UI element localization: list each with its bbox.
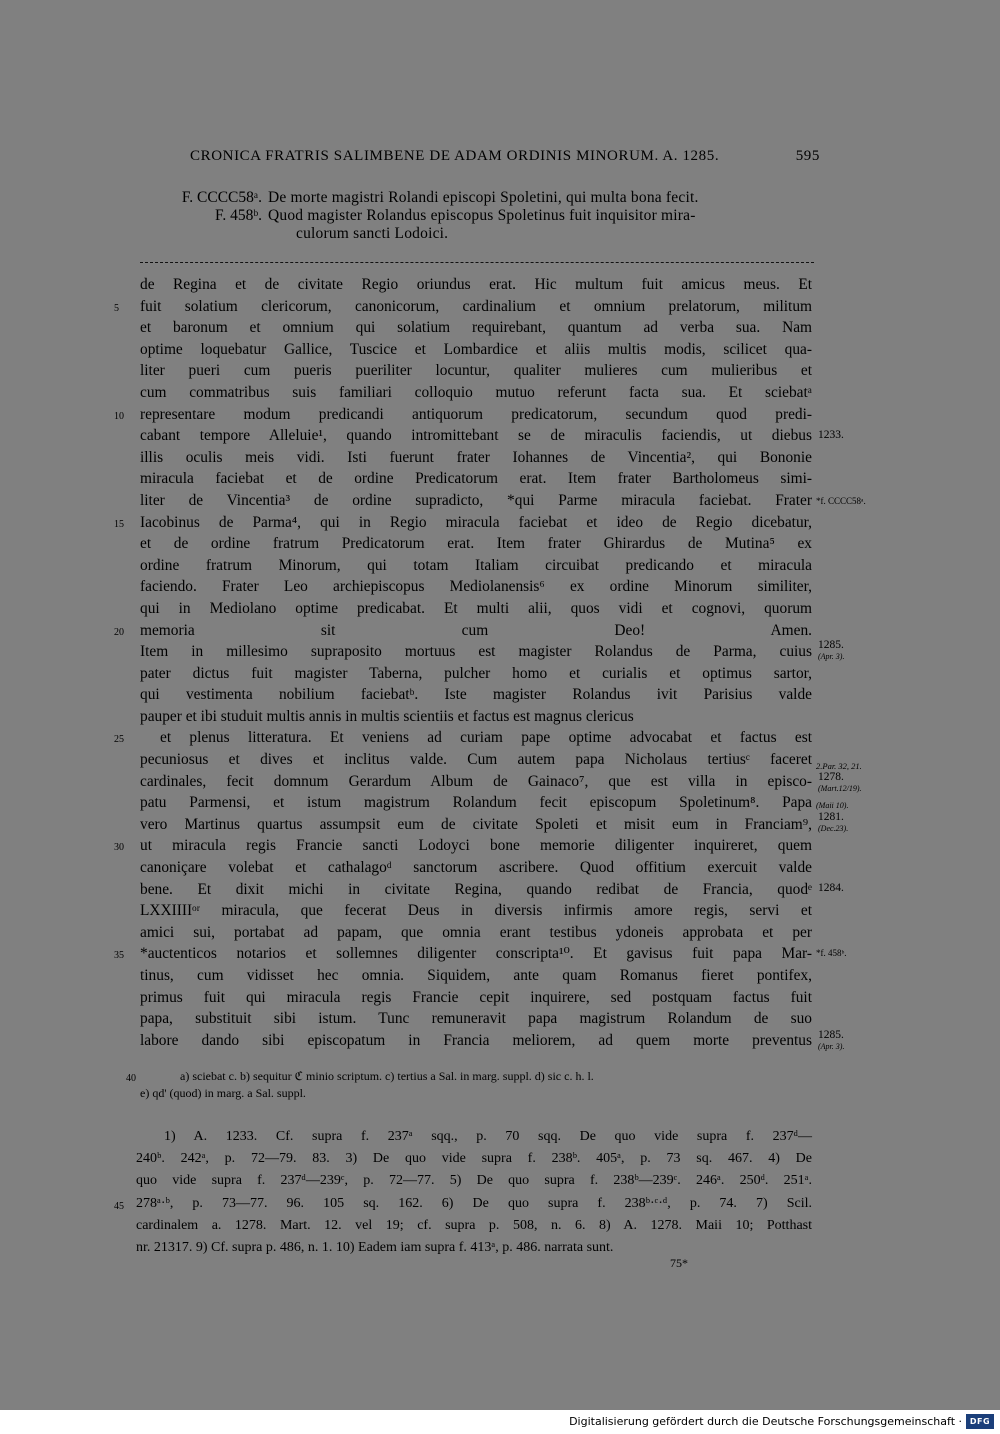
text-line-content: pauper et ibi studuit multis annis in multis scientiis et factus est magnus clericus [140, 707, 634, 725]
text-line-content: vero Martinus quartus assumpsit eum de civitate Spoleti et misit eum in Franciam⁹, [140, 815, 812, 833]
dfg-logo-icon: DFG [966, 1414, 994, 1429]
main-text [114, 274, 812, 1051]
text-line [140, 490, 812, 512]
line-number: 35 [114, 950, 124, 962]
text-line-content: illis oculis meis vidi. Isti fuerunt frater Iohannes de Vincentia², qui Bononie [140, 448, 812, 466]
text-line [140, 425, 812, 447]
line-number: 30 [114, 842, 124, 854]
footnote-line [136, 1126, 812, 1148]
text-line-content: qui vestimenta nobilium faciebatᵇ. Iste magister Rolandus ivit Parisius valde [140, 686, 812, 704]
text-line-content: amici sui, portabat ad papam, que omnia erant testibus ydoneis approbata et per [140, 923, 812, 941]
text-line [140, 468, 812, 490]
margin-note: 1233. [818, 429, 844, 441]
footnote-line [136, 1148, 812, 1170]
text-line [114, 835, 812, 857]
line-number: 20 [114, 626, 124, 638]
text-line [140, 382, 812, 404]
text-line-content: cabant tempore Alleluie¹, quando intromittebant se de miraculis faciendis, ut diebus [140, 427, 812, 445]
text-line-content: ut miracula regis Francie sancti Lodoyci bone memorie diligenter inquireret, quem [140, 837, 812, 855]
line-number: 5 [114, 302, 119, 314]
footnote-line [114, 1193, 812, 1215]
text-line [140, 706, 812, 728]
text-line [140, 663, 812, 685]
margin-note-year: 1285. [818, 639, 844, 651]
margin-note-date: (Mart.12/19). [818, 784, 862, 793]
text-line [140, 771, 812, 793]
text-line [140, 447, 812, 469]
text-line-content: primus fuit qui miracula regis Francie cepit inquirere, sed postquam factus fuit [140, 988, 812, 1006]
folio-reference: F. 458ᵇ. [214, 207, 262, 224]
text-line-content: patu Parmensi, et istum magistrum Rolandum fecit episcopum Spoletinum⁸. Papa [140, 794, 812, 812]
margin-note: 2.Par. 32, 21. [816, 761, 862, 771]
text-line-content: *auctenticos notarios et sollemnes diligenter conscripta¹⁰. Et gavisus fuit papa Mar- [140, 945, 812, 963]
footnote-text: nr. 21317. 9) Cf. supra p. 486, n. 1. 10) Eadem iam supra f. 413ᵃ, p. 486. narrata sunt. [136, 1240, 614, 1256]
text-line [140, 900, 812, 922]
text-line [114, 296, 812, 318]
text-line [140, 1030, 812, 1052]
margin-note: *f. 458ᵇ. [816, 948, 847, 958]
text-line-content: Iacobinus de Parma⁴, qui in Regio miracula faciebat et ideo de Regio dicebatur, [140, 513, 812, 531]
text-line-content: miracula faciebat et de ordine Predicatorum erat. Item frater Bartholomeus simi- [140, 470, 812, 488]
text-line-content: ordine fratrum Minorum, qui totam Italiam circuibat predicando et miracula [140, 556, 812, 574]
text-line-content: optime loquebatur Gallice, Tuscice et Lombardice et aliis multis modis, scilicet qua- [140, 340, 812, 358]
margin-note [818, 640, 844, 662]
text-line [140, 749, 812, 771]
text-line [140, 879, 812, 901]
text-line-content: qui in Mediolano optime predicabat. Et multi alii, quos vidi et cognovi, quorum [140, 599, 812, 617]
text-line [140, 360, 812, 382]
text-line [140, 598, 812, 620]
margin-note: (Maii 10). [816, 801, 849, 810]
margin-note-year: 1281. [818, 811, 844, 823]
margin-note [818, 812, 848, 834]
text-line [114, 620, 812, 642]
text-line-content: canoniçare volebat et cathalagoᵈ sanctorum ascribere. Quod offitium exercuit valde [140, 859, 812, 877]
chapter-heading-continuation: culorum sancti Lodoici. [296, 225, 449, 242]
text-line-content: cardinales, fecit domnum Gerardum Album de Gainaco⁷, que est villa in episco- [140, 772, 812, 790]
margin-note [818, 772, 862, 794]
text-line [140, 792, 812, 814]
text-line [140, 814, 812, 836]
chapter-heading-text: Quod magister Rolandus episcopus Spoletinus fuit inquisitor mira- [268, 207, 696, 224]
text-line-content: LXXIIIIᵒʳ miracula, que fecerat Deus in diversis infirmis amore regis, servi et [140, 902, 812, 920]
margin-note-date: (Dec.23). [818, 824, 849, 833]
text-line [140, 857, 812, 879]
margin-note: *f. CCCC58ᵃ. [816, 496, 866, 506]
apparatus-line [140, 1085, 812, 1102]
text-line-content: et de ordine fratrum Predicatorum erat. Item frater Ghirardus de Mutina⁵ ex [140, 535, 812, 553]
text-line [140, 922, 812, 944]
text-line [140, 641, 812, 663]
text-line [140, 965, 812, 987]
separator-rule [140, 262, 814, 263]
text-line [140, 317, 812, 339]
footnote-line [136, 1170, 812, 1192]
folio-reference: F. CCCC58ᵃ. [181, 189, 262, 206]
text-line [114, 512, 812, 534]
text-line [140, 684, 812, 706]
chapter-heading [140, 189, 820, 207]
text-line-content: memoria sit cum Deo! Amen. [140, 621, 812, 639]
apparatus-text: a) sciebat c. b) sequitur ℭ minio scriptum. c) tertius a Sal. in marg. suppl. d) sic c. h. l. [180, 1069, 594, 1083]
text-line-content: liter pueri cum pueris pueriliter locuntur, qualiter mulieres cum mulieribus et [140, 362, 812, 380]
margin-note-year: 1285. [818, 1029, 844, 1041]
chapter-heading-text: De morte magistri Rolandi episcopi Spoletini, qui multa bona fecit. [268, 189, 699, 206]
text-line-content: faciendo. Frater Leo archiepiscopus Mediolanensis⁶ ex ordine Minorum similiter, [140, 578, 812, 596]
text-line-content: Item in millesimo supraposito mortuus est magister Rolandus de Parma, cuius [140, 643, 812, 661]
margin-note [818, 1030, 844, 1052]
text-line-content: tinus, cum vidisset hec omnia. Siquidem, ante quam Romanus fieret pontifex, [140, 967, 812, 984]
chapter-headings [140, 189, 820, 243]
apparatus-text: e) qd' (quod) in marg. a Sal. suppl. [140, 1086, 306, 1100]
text-line-content: pater dictus fuit magister Taberna, pulcher homo et curialis et optimus sartor, [140, 664, 812, 682]
text-line-content: cum commatribus suis familiari colloquio mutuo referunt facta sua. Et sciebatᵃ [140, 383, 812, 401]
footer-bar [0, 1410, 1000, 1434]
margin-note-date: (Apr. 3). [818, 652, 845, 661]
footnote-line [136, 1237, 812, 1259]
line-number: 15 [114, 518, 124, 530]
text-line-content: et plenus litteratura. Et veniens ad curiam pape optime advocabat et factus est [160, 729, 812, 747]
footer-credit: Digitalisierung gefördert durch die Deutsche Forschungsgemeinschaft · [569, 1415, 962, 1428]
text-line-content: labore dando sibi episcopatum in Francia meliorem, ad quem morte preventus [140, 1031, 812, 1049]
text-line [140, 576, 812, 598]
footnote-text: 278ᵃ·ᵇ, p. 73—77. 96. 105 sq. 162. 6) De quo supra f. 238ᵇ·ᶜ·ᵈ, p. 74. 7) Scil. [136, 1195, 812, 1211]
text-line [140, 533, 812, 555]
margin-note: 1284. [818, 882, 844, 894]
footnote-line [136, 1215, 812, 1237]
page-number: 595 [795, 148, 820, 164]
line-number: 45 [114, 1200, 124, 1212]
footnotes [114, 1126, 812, 1259]
signature-mark: 75* [670, 1256, 688, 1270]
text-line-content: bene. Et dixit michi in civitate Regina, quando redibat de Francia, quodᵉ [140, 880, 812, 898]
line-number: 25 [114, 734, 124, 746]
footnote-text: 240ᵇ. 242ᵃ, p. 72—79. 83. 3) De quo vide supra f. 238ᵇ. 405ᵃ, p. 73 sq. 467. 4) De [136, 1151, 812, 1167]
text-line-content: liter de Vincentia³ de ordine supradicto, *qui Parme miracula faciebat. Frater [140, 491, 812, 509]
text-line [114, 943, 812, 965]
margin-note-year: 1278. [818, 771, 844, 783]
footnote-text: cardinalem a. 1278. Mart. 12. vel 19; cf. supra p. 508, n. 6. 8) A. 1278. Maii 10; Potthast [136, 1217, 812, 1233]
footnote-text: 1) A. 1233. Cf. supra f. 237ᵃ sqq., p. 70 sqq. De quo vide supra f. 237ᵈ— [164, 1129, 812, 1144]
line-number: 10 [114, 410, 124, 422]
text-line-content: et baronum et omnium qui solatium requirebant, quantum ad verba sua. Nam [140, 319, 812, 337]
text-line [140, 339, 812, 361]
text-line [140, 1008, 812, 1030]
apparatus-line [126, 1068, 812, 1085]
text-line [114, 727, 812, 749]
text-line [114, 404, 812, 426]
line-number: 40 [126, 1073, 136, 1084]
footnote-text: quo vide supra f. 237ᵈ—239ᶜ, p. 72—77. 5) De quo supra f. 238ᵇ—239ᶜ. 246ᵃ. 250ᵈ. 251ᵃ. [136, 1173, 812, 1189]
text-line [140, 274, 812, 296]
text-line [140, 987, 812, 1009]
text-line [140, 555, 812, 577]
margin-note-date: (Apr. 3). [818, 1042, 845, 1051]
running-title: CRONICA FRATRIS SALIMBENE DE ADAM ORDINIS MINORUM. A. 1285. [190, 148, 720, 164]
text-line-content: de Regina et de civitate Regio oriundus erat. Hic multum fuit amicus meus. Et [140, 276, 812, 293]
text-line-content: fuit solatium clericorum, canonicorum, cardinalium et omnium prelatorum, militum [140, 297, 812, 315]
text-line-content: representare modum predicandi antiquorum predicatorum, secundum quod predi- [140, 405, 812, 423]
text-line-content: pecuniosus et dives et inclitus valde. Cum autem papa Nicholaus tertiusᶜ faceret [140, 751, 812, 769]
chapter-heading [140, 207, 820, 243]
running-header [190, 148, 820, 165]
text-line-content: papa, substituit sibi istum. Tunc remuneravit papa magistrum Rolandum de suo [140, 1010, 812, 1028]
critical-apparatus [126, 1068, 812, 1102]
